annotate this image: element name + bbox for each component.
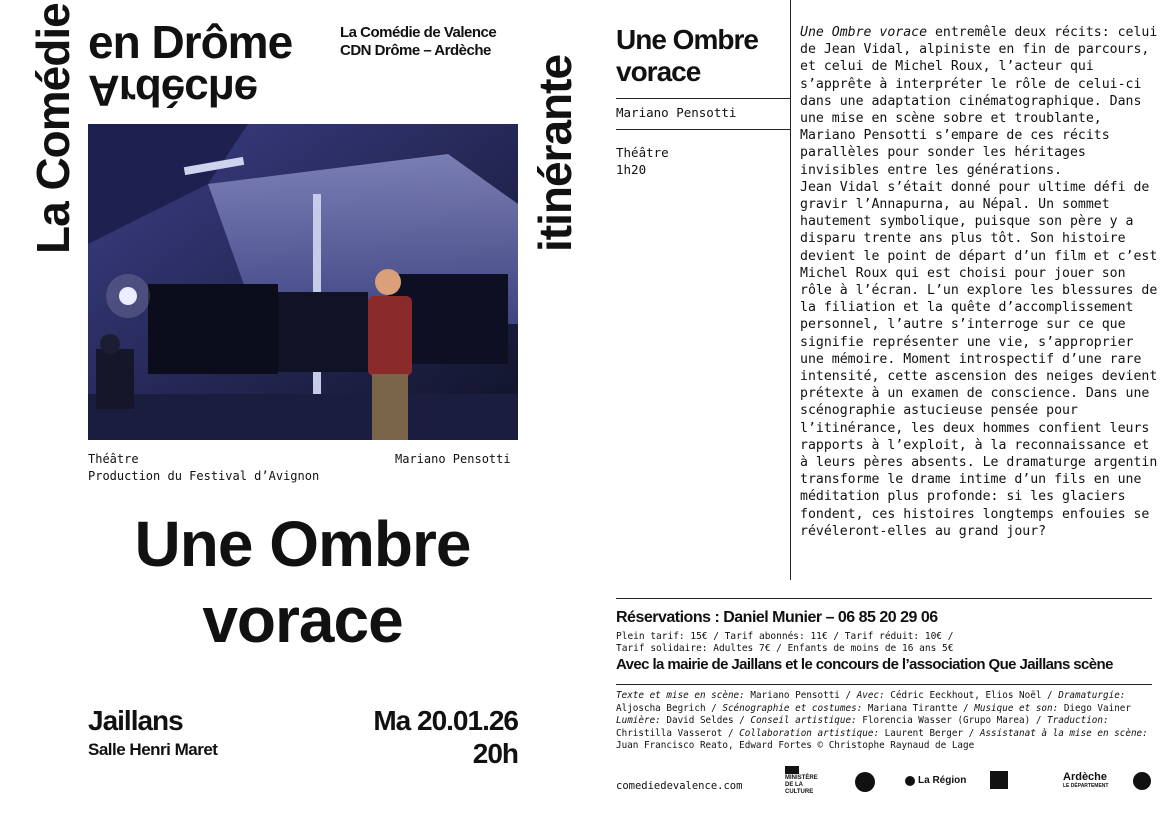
credit-role: Collaboration artistique: bbox=[739, 727, 880, 739]
credit-names: Mariano Pensotti / bbox=[744, 690, 857, 701]
partners-line: Avec la mairie de Jaillans et le concours de l’association Que Jaillans scène bbox=[616, 656, 1113, 673]
column-divider bbox=[790, 0, 791, 580]
credit-role: Dramaturgie: bbox=[1058, 690, 1126, 701]
region-icon bbox=[905, 776, 915, 786]
description-title: Une Ombre vorace bbox=[800, 25, 928, 40]
info-duration: 1h20 bbox=[616, 162, 647, 177]
partner-square-logo bbox=[990, 771, 1008, 789]
divider-credits bbox=[616, 684, 1152, 685]
credit-names: Cédric Eeckhout, Elios Noël / bbox=[884, 690, 1059, 701]
info-author: Mariano Pensotti bbox=[616, 105, 737, 120]
institution-name: La Comédie de Valence bbox=[340, 24, 497, 41]
vertical-title-comedie: La Comédie bbox=[27, 3, 79, 254]
info-title-line1: Une Ombre bbox=[616, 24, 758, 55]
region-label: La Région bbox=[918, 775, 967, 786]
ardeche-label: Ardèche bbox=[1063, 771, 1108, 783]
reservations-line: Réservations : Daniel Munier – 06 85 20 29 06 bbox=[616, 609, 938, 626]
credit-role: Lumière: bbox=[616, 715, 661, 726]
credit-role: Musique et son: bbox=[974, 702, 1059, 714]
credit-names: Juan Francisco Reato, Edward Fortes © Christophe Raynaud de Lage bbox=[616, 740, 975, 751]
ministere-label: MINISTÈRE DE LA CULTURE bbox=[785, 775, 818, 795]
credit-names: Laurent Berger / bbox=[879, 727, 980, 739]
prices-line-2: Tarif solidaire: Adultes 7€ / Enfants de moins de 16 ans 5€ bbox=[616, 643, 954, 654]
poster-title-line2: vorace bbox=[202, 584, 403, 656]
prices-line-1: Plein tarif: 15€ / Tarif abonnés: 11€ / Tarif réduit: 10€ / bbox=[616, 631, 954, 642]
event-date: Ma 20.01.26 bbox=[373, 705, 518, 736]
partner-round-logo-1 bbox=[855, 772, 875, 792]
partner-round-logo-2 bbox=[1133, 772, 1151, 790]
circle-logo-icon bbox=[1133, 772, 1151, 790]
credits-block bbox=[616, 690, 1148, 753]
credit-role: Assistanat à la mise en scène: bbox=[979, 727, 1148, 739]
credit-role: Texte et mise en scène: bbox=[616, 690, 745, 701]
ardeche-sublabel: LE DÉPARTEMENT bbox=[1063, 783, 1109, 789]
vertical-title-itinerante: itinérante bbox=[529, 54, 581, 252]
circle-logo-icon bbox=[855, 772, 875, 792]
website-link[interactable]: comediedevalence.com bbox=[616, 780, 743, 792]
credit-names: Christilla Vasserot / bbox=[616, 727, 740, 739]
event-time: 20h bbox=[472, 738, 518, 769]
credit-role: Scénographie et costumes: bbox=[722, 702, 863, 714]
ministere-logo bbox=[785, 766, 825, 796]
credit-role: Traduction: bbox=[1047, 715, 1109, 726]
poster-genre: Théâtre bbox=[88, 452, 139, 466]
poster-director: Mariano Pensotti bbox=[395, 452, 511, 466]
region-logo bbox=[905, 775, 966, 786]
ministere-flag-icon bbox=[785, 766, 799, 774]
credit-names: Diego Vainer bbox=[1058, 702, 1131, 714]
credit-role: Avec: bbox=[856, 690, 885, 701]
description-text-1: entremêle deux récits: celui de Jean Vidal, alpiniste en fin de parcours, et celui de Michel Roux, l’acteur qui s’apprête à interpréter le rôle de celui-ci dans une adaptation cinématographique. Dans une mise en scène sobre et troublante, Mariano Pensotti s’empare de ces récits parallèles pour sonder les héritages invisibles entre les générations. bbox=[800, 25, 1158, 178]
credit-names: Aljoscha Begrich / bbox=[616, 702, 723, 714]
divider-author-bottom bbox=[616, 129, 790, 130]
info-genre: Théâtre bbox=[616, 145, 669, 160]
credit-names: Mariana Tirantte / bbox=[862, 702, 975, 714]
credit-names: David Seldes / bbox=[660, 715, 751, 726]
header-en-drome: en Drôme bbox=[88, 16, 293, 68]
venue-town: Jaillans bbox=[88, 705, 183, 736]
divider-reservations bbox=[616, 598, 1152, 599]
stage-photo bbox=[88, 124, 518, 440]
poster-production: Production du Festival d’Avignon bbox=[88, 469, 320, 483]
venue-hall: Salle Henri Maret bbox=[88, 740, 218, 759]
square-logo-icon bbox=[990, 771, 1008, 789]
description-paragraph-1 bbox=[800, 24, 1162, 179]
info-title-line2: vorace bbox=[616, 56, 701, 87]
ardeche-logo bbox=[1063, 771, 1108, 789]
info-page bbox=[585, 0, 1169, 820]
description bbox=[800, 24, 1162, 540]
poster-title-line1: Une Ombre bbox=[134, 508, 471, 580]
divider-author-top bbox=[616, 98, 790, 99]
credit-role: Conseil artistique: bbox=[750, 715, 857, 726]
description-paragraph-2: Jean Vidal s’était donné pour ultime défi de gravir l’Annapurna, au Népal. Un sommet hautement symbolique, puisque son père y a disparu trente ans plus tôt. Son histoire devient le point de départ d’un film et c’est Michel Roux qui est choisi pour jouer son rôle à l’écran. L’un explore les blessures de la filiation et la quête d’accomplissement personnel, l’autre s’interroge sur ce que signifie représenter une vie, s’approprier une mémoire. Moment introspectif d’une rare intensité, cette ascension des neiges devient prétexte à un examen de conscience. Dans une scénographie astucieuse pensée pour l’itinérance, les deux hommes confient leurs rapports à l’exploit, à la reconnaissance et à leurs pères absents. Le dramaturge argentin transforme le drame intime d’un fils en une méditation plus profonde: si les glaciers fondent, ces histoires longtemps enfouies se révéleront-elles au grand jour? bbox=[800, 179, 1158, 539]
stage-photo-image bbox=[88, 124, 518, 440]
header-ardeche-mirrored: Ardèche bbox=[88, 66, 258, 115]
credit-names: Florencia Wasser (Grupo Marea) / bbox=[856, 715, 1048, 726]
institution-region: CDN Drôme – Ardèche bbox=[340, 42, 491, 59]
